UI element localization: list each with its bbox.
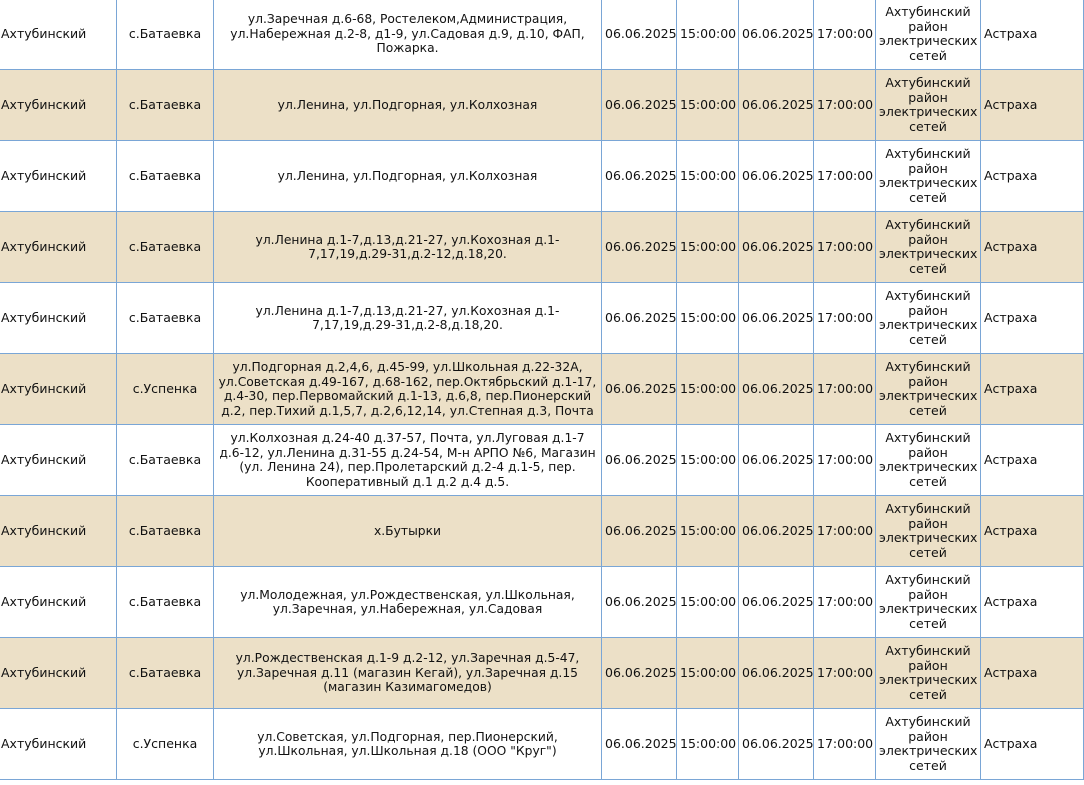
organization-cell[interactable]: Ахтубинский район электрических сетей [876, 0, 981, 70]
end-date-cell[interactable]: 06.06.2025 [739, 496, 814, 567]
end-date-cell[interactable]: 06.06.2025 [739, 425, 814, 496]
start-date-cell[interactable]: 06.06.2025 [602, 141, 677, 212]
organization-cell[interactable]: Ахтубинский район электрических сетей [876, 141, 981, 212]
locality-cell[interactable]: с.Батаевка [117, 425, 214, 496]
organization-cell[interactable]: Ахтубинский район электрических сетей [876, 567, 981, 638]
locality-cell[interactable]: с.Батаевка [117, 496, 214, 567]
end-time-cell[interactable]: 17:00:00 [814, 354, 876, 425]
end-time-cell[interactable]: 17:00:00 [814, 425, 876, 496]
region-cell[interactable]: Астраха [981, 212, 1084, 283]
start-time-cell[interactable]: 15:00:00 [677, 0, 739, 70]
table-row [0, 425, 1084, 496]
start-time-cell[interactable]: 15:00:00 [677, 141, 739, 212]
organization-cell[interactable]: Ахтубинский район электрических сетей [876, 496, 981, 567]
table-row [0, 567, 1084, 638]
address-cell[interactable]: ул.Ленина д.1-7,д.13,д.21-27, ул.Кохозная д.1-7,17,19,д.29-31,д.2-12,д.18,20. [214, 212, 602, 283]
end-time-cell[interactable]: 17:00:00 [814, 141, 876, 212]
locality-cell[interactable]: с.Успенка [117, 709, 214, 780]
end-date-cell[interactable]: 06.06.2025 [739, 354, 814, 425]
start-date-cell[interactable]: 06.06.2025 [602, 709, 677, 780]
end-time-cell[interactable]: 17:00:00 [814, 567, 876, 638]
start-time-cell[interactable]: 15:00:00 [677, 709, 739, 780]
district-cell[interactable]: Ахтубинский [0, 70, 117, 141]
organization-cell[interactable]: Ахтубинский район электрических сетей [876, 354, 981, 425]
start-date-cell[interactable]: 06.06.2025 [602, 354, 677, 425]
address-cell[interactable]: ул.Колхозная д.24-40 д.37-57, Почта, ул.Луговая д.1-7 д.6-12, ул.Ленина д.31-55 д.24-54, М-н АРПО №6, Магазин (ул. Ленина 24), пер.Пролетарский д.2-4 д.1-5, пер. Кооперативный д.1 д.2 д.4 д.5. [214, 425, 602, 496]
end-date-cell[interactable]: 06.06.2025 [739, 567, 814, 638]
end-date-cell[interactable]: 06.06.2025 [739, 638, 814, 709]
region-cell[interactable]: Астраха [981, 354, 1084, 425]
district-cell[interactable]: Ахтубинский [0, 709, 117, 780]
region-cell[interactable]: Астраха [981, 0, 1084, 70]
start-time-cell[interactable]: 15:00:00 [677, 567, 739, 638]
start-date-cell[interactable]: 06.06.2025 [602, 70, 677, 141]
start-time-cell[interactable]: 15:00:00 [677, 283, 739, 354]
end-time-cell[interactable]: 17:00:00 [814, 496, 876, 567]
end-time-cell[interactable]: 17:00:00 [814, 0, 876, 70]
locality-cell[interactable]: с.Батаевка [117, 212, 214, 283]
address-cell[interactable]: ул.Ленина, ул.Подгорная, ул.Колхозная [214, 141, 602, 212]
district-cell[interactable]: Ахтубинский [0, 0, 117, 70]
organization-cell[interactable]: Ахтубинский район электрических сетей [876, 709, 981, 780]
start-time-cell[interactable]: 15:00:00 [677, 354, 739, 425]
district-cell[interactable]: Ахтубинский [0, 354, 117, 425]
end-date-cell[interactable]: 06.06.2025 [739, 283, 814, 354]
locality-cell[interactable]: с.Успенка [117, 354, 214, 425]
region-cell[interactable]: Астраха [981, 567, 1084, 638]
start-date-cell[interactable]: 06.06.2025 [602, 638, 677, 709]
table-row [0, 709, 1084, 780]
address-cell[interactable]: ул.Заречная д.6-68, Ростелеком,Администрация, ул.Набережная д.2-8, д1-9, ул.Садовая д.9, д.10, ФАП, Пожарка. [214, 0, 602, 70]
table-row [0, 638, 1084, 709]
start-date-cell[interactable]: 06.06.2025 [602, 212, 677, 283]
end-time-cell[interactable]: 17:00:00 [814, 709, 876, 780]
table-row [0, 70, 1084, 141]
table-row [0, 496, 1084, 567]
end-time-cell[interactable]: 17:00:00 [814, 70, 876, 141]
start-date-cell[interactable]: 06.06.2025 [602, 425, 677, 496]
start-date-cell[interactable]: 06.06.2025 [602, 496, 677, 567]
address-cell[interactable]: ул.Молодежная, ул.Рождественская, ул.Школьная, ул.Заречная, ул.Набережная, ул.Садовая [214, 567, 602, 638]
end-date-cell[interactable]: 06.06.2025 [739, 70, 814, 141]
region-cell[interactable]: Астраха [981, 70, 1084, 141]
start-time-cell[interactable]: 15:00:00 [677, 638, 739, 709]
table-row [0, 0, 1084, 70]
address-cell[interactable]: х.Бутырки [214, 496, 602, 567]
organization-cell[interactable]: Ахтубинский район электрических сетей [876, 425, 981, 496]
region-cell[interactable]: Астраха [981, 638, 1084, 709]
end-time-cell[interactable]: 17:00:00 [814, 638, 876, 709]
region-cell[interactable]: Астраха [981, 496, 1084, 567]
locality-cell[interactable]: с.Батаевка [117, 141, 214, 212]
address-cell[interactable]: ул.Советская, ул.Подгорная, пер.Пионерский, ул.Школьная, ул.Школьная д.18 (ООО "Круг") [214, 709, 602, 780]
organization-cell[interactable]: Ахтубинский район электрических сетей [876, 70, 981, 141]
district-cell[interactable]: Ахтубинский [0, 283, 117, 354]
end-time-cell[interactable]: 17:00:00 [814, 212, 876, 283]
region-cell[interactable]: Астраха [981, 709, 1084, 780]
district-cell[interactable]: Ахтубинский [0, 141, 117, 212]
locality-cell[interactable]: с.Батаевка [117, 283, 214, 354]
locality-cell[interactable]: с.Батаевка [117, 0, 214, 70]
organization-cell[interactable]: Ахтубинский район электрических сетей [876, 212, 981, 283]
table-row [0, 141, 1084, 212]
locality-cell[interactable]: с.Батаевка [117, 638, 214, 709]
organization-cell[interactable]: Ахтубинский район электрических сетей [876, 283, 981, 354]
address-cell[interactable]: ул.Рождественская д.1-9 д.2-12, ул.Заречная д.5-47, ул.Заречная д.11 (магазин Кегай), ул.Заречная д.15 (магазин Казимагомедов) [214, 638, 602, 709]
start-time-cell[interactable]: 15:00:00 [677, 70, 739, 141]
address-cell[interactable]: ул.Ленина, ул.Подгорная, ул.Колхозная [214, 70, 602, 141]
table-row [0, 212, 1084, 283]
end-date-cell[interactable]: 06.06.2025 [739, 709, 814, 780]
district-cell[interactable]: Ахтубинский [0, 212, 117, 283]
locality-cell[interactable]: с.Батаевка [117, 70, 214, 141]
region-cell[interactable]: Астраха [981, 425, 1084, 496]
end-date-cell[interactable]: 06.06.2025 [739, 212, 814, 283]
region-cell[interactable]: Астраха [981, 283, 1084, 354]
end-time-cell[interactable]: 17:00:00 [814, 283, 876, 354]
district-cell[interactable]: Ахтубинский [0, 496, 117, 567]
organization-cell[interactable]: Ахтубинский район электрических сетей [876, 638, 981, 709]
locality-cell[interactable]: с.Батаевка [117, 567, 214, 638]
district-cell[interactable]: Ахтубинский [0, 638, 117, 709]
end-date-cell[interactable]: 06.06.2025 [739, 141, 814, 212]
table-row [0, 354, 1084, 425]
start-time-cell[interactable]: 15:00:00 [677, 425, 739, 496]
end-date-cell[interactable]: 06.06.2025 [739, 0, 814, 70]
address-cell[interactable]: ул.Подгорная д.2,4,6, д.45-99, ул.Школьная д.22-32А, ул.Советская д.49-167, д.68-162, пер.Октябрьский д.1-17, д.4-30, пер.Первомайский д.1-13, д.6,8, пер.Пионерский д.2, пер.Тихий д.1,5,7, д.2,6,12,14, ул.Степная д.3, Почта [214, 354, 602, 425]
start-date-cell[interactable]: 06.06.2025 [602, 567, 677, 638]
start-date-cell[interactable]: 06.06.2025 [602, 0, 677, 70]
district-cell[interactable]: Ахтубинский [0, 425, 117, 496]
table-row [0, 283, 1084, 354]
start-date-cell[interactable]: 06.06.2025 [602, 283, 677, 354]
district-cell[interactable]: Ахтубинский [0, 567, 117, 638]
start-time-cell[interactable]: 15:00:00 [677, 212, 739, 283]
region-cell[interactable]: Астраха [981, 141, 1084, 212]
address-cell[interactable]: ул.Ленина д.1-7,д.13,д.21-27, ул.Кохозная д.1-7,17,19,д.29-31,д.2-8,д.18,20. [214, 283, 602, 354]
start-time-cell[interactable]: 15:00:00 [677, 496, 739, 567]
